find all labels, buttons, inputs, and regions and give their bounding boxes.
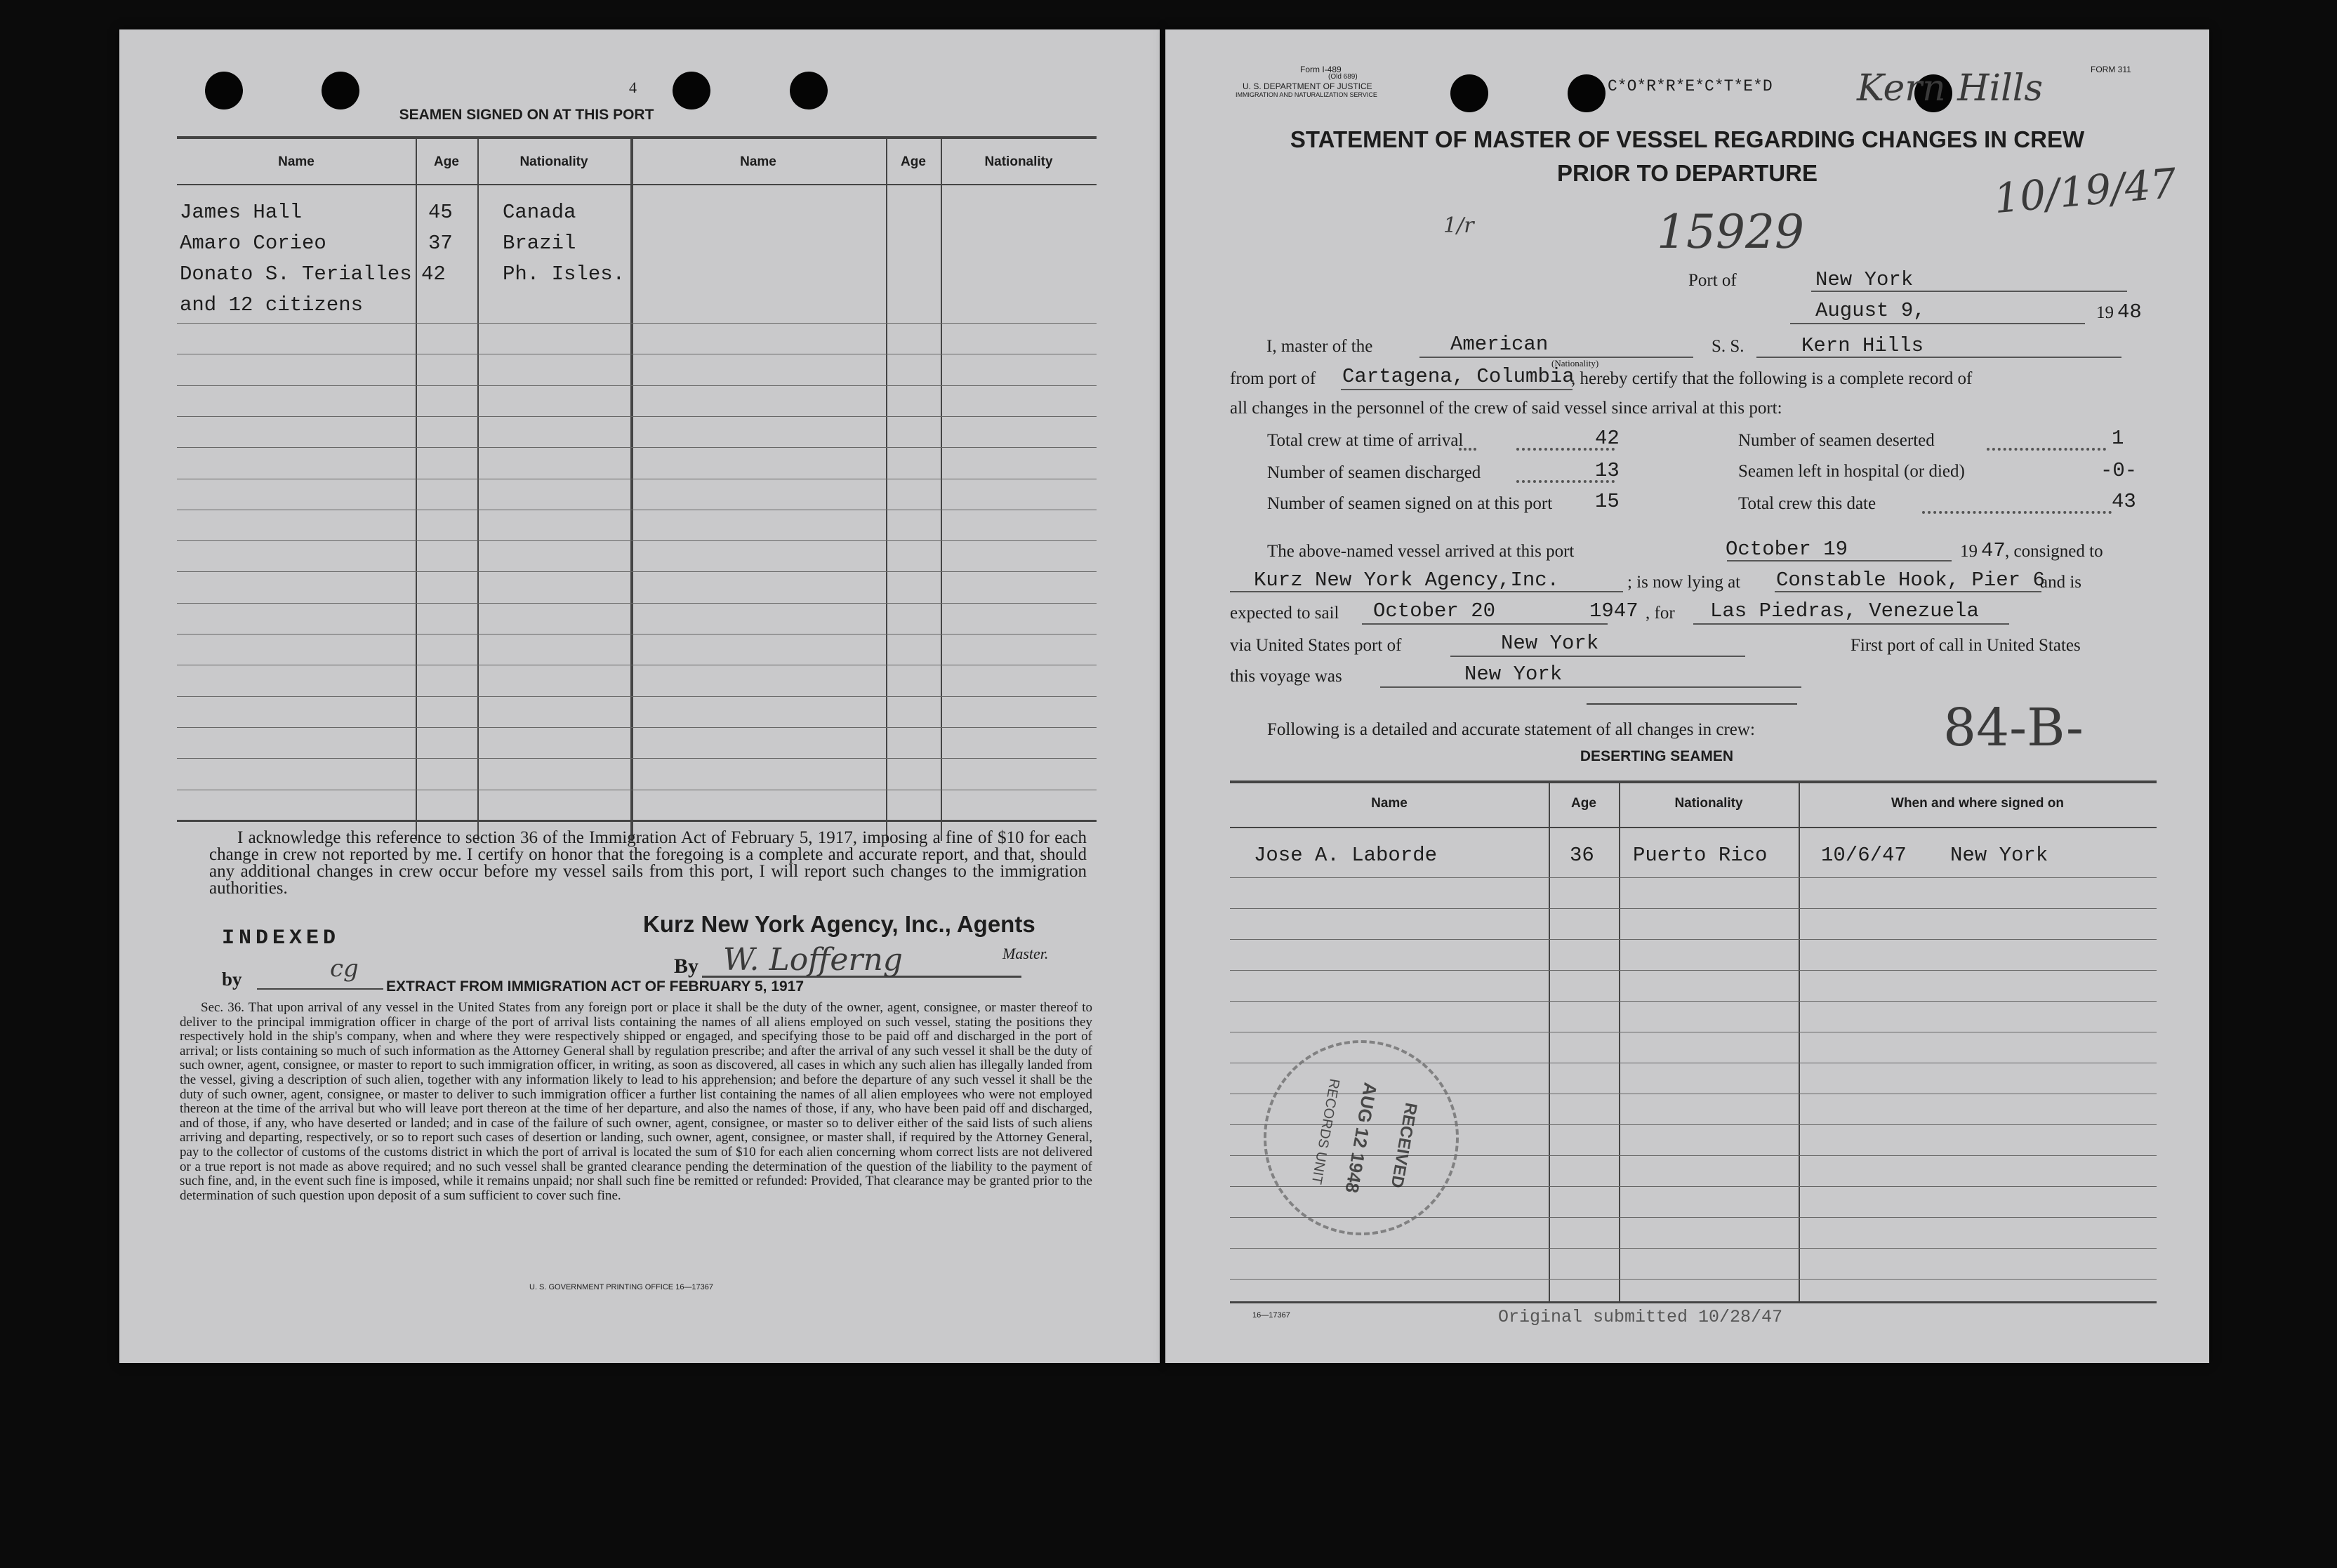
indexed-by-label: by [222,969,242,990]
row-rule [177,603,1097,604]
ss-label: S. S. [1712,337,1745,356]
page-number: 4 [629,79,637,96]
deserter-where: New York [1950,844,2048,867]
vessel-value: Kern Hills [1801,334,1924,357]
date-year: 48 [2117,300,2142,324]
row-age: 42 [421,263,446,286]
row-rule [177,571,1097,572]
deserter-age: 36 [1570,844,1594,867]
stamp-date: AUG 12 1948 [1341,1081,1382,1195]
col-header: Age [1571,796,1596,811]
port-value: New York [1815,268,1914,291]
table-bottom-rule [177,820,1097,822]
col-header: Nationality [984,154,1053,169]
deserting-bottom-rule [1230,1301,2157,1303]
col-header: Name [1371,796,1408,811]
left-title: SEAMEN SIGNED ON AT THIS PORT [399,107,654,123]
expected-line [1362,623,1608,625]
form-311: FORM 311 [2091,65,2131,74]
consigned-label: , consigned to [2005,542,2103,561]
footer-code: 16—17367 [1252,1311,1290,1320]
destination-line [1693,623,2009,625]
consignee-value: Kurz New York Agency,Inc. [1254,569,1560,592]
row-rule [177,758,1097,759]
arrived-label: The above-named vessel arrived at this port [1267,542,1575,561]
row-age: 45 [428,201,453,224]
row-name: Amaro Corieo [180,232,326,255]
row-rule [1230,1248,2157,1249]
deserter-nationality: Puerto Rico [1633,844,1768,867]
destination-value: Las Piedras, Venezuela [1710,599,1979,623]
row-rule [177,540,1097,541]
col-header: Nationality [1674,796,1743,811]
department: U. S. DEPARTMENT OF JUSTICE [1243,81,1372,91]
stat-value: 1 [2112,427,2124,450]
voyage-label: this voyage was [1230,667,1342,686]
first-port-label: First port of call in United States [1851,636,2081,655]
arrived-year-prefix: 19 [1960,542,1978,561]
extract-title: EXTRACT FROM IMMIGRATION ACT OF FEBRUARY 5, 1917 [386,978,805,995]
col-header: Age [434,154,459,169]
handwritten-code: 84-B- [1943,698,2084,758]
leader-dots [1922,511,2112,514]
col-header: Name [740,154,776,169]
form-title-line2: PRIOR TO DEPARTURE [1557,160,1818,186]
margin-note: 1/r [1443,213,1474,238]
port-label: Port of [1688,271,1737,290]
expected-year: 1947 [1589,599,1638,623]
punch-hole [673,72,710,109]
leader-dots [1459,448,1476,451]
expected-label: expected to sail [1230,604,1339,623]
section-36-text: Sec. 36. That upon arrival of any vessel in the United States from any foreign port or place it shall be the duty of the owner, agent, consignee, or master thereof to deliver to the principal immigration officer in charge of the port of arrival lists containing the names of all aliens employed on such vessel, stating the positions they respectively hold in the ship's company, when and where they were respectively shipped or engaged, and specifying those to be paid off and discharged in the port of arrival; or lists containing so much of such information as the Attorney General shall by regulation prescribe; and after the arrival of any such vessel it shall be the duty of such owner, agent, consignee, or master to report to such immigration officer, in writing, as soon as discovered, all cases in which any such alien has illegally landed from the vessel, giving a description of such alien, together with any information likely to lead to his apprehension; and before the departure of any such vessel it shall be the duty of such owner, agent, consignee, or master to deliver to such immigration officer a further list containing the names of all alien employees who were not employed thereon at the time of the arrival but who will leave port thereon at the time of her departure, and also the names of those, if any, who have been paid off and discharged, and of those, if any, who have deserted or landed; and in case of the failure of such owner, agent, consignee, or master so to deliver either of the said lists of such aliens arriving and departing, respectively, or so to report such cases of desertion or landing, such owner, agent, consignee, or master shall, if required by the Attorney General, pay to the collector of customs of the customs district in which the port of arrival is located the sum of $10 for each alien concerning whom correct lists are not delivered or a true report is not made as above required; and no such vessel shall be granted clearance pending the determination of the question of the liability to the payment of such fine, and, in the event such fine is imposed, while it remains unpaid; nor shall such fine be remitted or refunded: Provided, That clearance may be granted prior to the determination of such question upon deposit of a sum sufficient to cover such fine. [180,1000,1092,1203]
date-month-day: August 9, [1815,299,1926,322]
master-of-label: I, master of the [1266,337,1373,356]
stat-label: Number of seamen signed on at this port [1267,494,1553,513]
acknowledgment-text: I acknowledge this reference to section 36 of the Immigration Act of February 5, 1917, imposing a fine of $10 for each change in crew not reported by me. I certify on honor that the foregoing is a complete and accurate report, and that, should any additional changes in crew occur before my vessel sails from this port, I will report such changes to the immigration authorities. [209,828,1087,898]
row-rule [1230,877,2157,878]
lying-value: Constable Hook, Pier 6 [1776,569,2045,592]
row-age: 37 [428,232,453,255]
arrived-year: 47 [1981,539,2006,562]
separator-rule [1587,703,1797,705]
row-name: James Hall [180,201,303,224]
via-value: New York [1501,632,1599,655]
row-nationality: Brazil [503,232,576,255]
deserting-header-rule [1230,827,2157,828]
col-divider [886,139,887,841]
row-nationality: Canada [503,201,576,224]
right-page [1165,29,2209,1363]
nationality-value: American [1450,333,1549,356]
col-divider [477,139,479,841]
stat-value: 15 [1595,490,1620,513]
by-label: By [674,955,699,978]
stat-label: Number of seamen discharged [1267,463,1481,482]
stat-value: 43 [2112,490,2136,513]
col-header: Age [901,154,926,169]
punch-hole [205,72,243,109]
master-signature: W. Lofferng [723,942,903,978]
master-label: Master. [1002,945,1049,962]
file-number: 15929 [1657,205,1804,259]
col-header: Nationality [519,154,588,169]
col-divider [1799,783,1800,1303]
original-submitted: Original submitted 10/28/47 [1498,1307,1783,1327]
stamp-top: RECEIVED [1386,1101,1421,1190]
stat-value: 13 [1595,459,1620,482]
row-rule [1230,1279,2157,1280]
col-divider [416,139,417,841]
row-rule [1230,908,2157,909]
via-line [1450,656,1745,657]
lying-label: ; is now lying at [1627,573,1741,592]
table-header-rule [177,184,1097,185]
voyage-line [1380,686,1801,688]
certify-text: , hereby certify that the following is a complete record of [1571,369,1973,388]
punch-hole [322,72,359,109]
printing-office: U. S. GOVERNMENT PRINTING OFFICE 16—17367 [529,1283,714,1291]
punch-hole [1568,74,1606,112]
stat-label: Seamen left in hospital (or died) [1738,462,1965,481]
row-name: and 12 citizens [180,293,364,317]
handwritten-date: 10/19/47 [1992,159,2178,223]
arrived-date: October 19 [1726,538,1848,561]
table-top-rule [177,136,1097,139]
expected-date: October 20 [1373,599,1496,623]
and-is: and is [2040,573,2082,592]
col-divider [630,139,633,841]
vessel-note: Kern Hills [1857,67,2044,109]
row-nationality: Ph. Isles. [503,263,625,286]
row-rule [177,416,1097,417]
stat-label: Total crew this date [1738,494,1876,513]
row-rule [177,323,1097,324]
agent-stamp: Kurz New York Agency, Inc., Agents [643,911,1035,937]
punch-hole [1450,74,1488,112]
col-header: When and where signed on [1891,796,2064,811]
indexed-by-initials: cg [330,955,359,983]
certify-text-2: all changes in the personnel of the crew of said vessel since arrival at this port: [1230,399,1782,418]
row-rule [1230,970,2157,971]
col-divider [1619,783,1620,1303]
following-text: Following is a detailed and accurate statement of all changes in crew: [1267,720,1755,739]
stat-value: 42 [1595,427,1620,450]
corrected-stamp: C*O*R*R*E*C*T*E*D [1608,77,1773,95]
row-name: Donato S. Terialles [180,263,412,286]
deserting-title: DESERTING SEAMEN [1580,748,1734,764]
col-divider [1549,783,1550,1303]
from-port-line [1341,389,1573,390]
row-rule [177,696,1097,697]
date-year-prefix: 19 [2096,303,2114,322]
indexed-stamp: INDEXED [222,926,340,950]
stat-label: Number of seamen deserted [1738,431,1935,450]
col-header: Name [278,154,315,169]
row-rule [1230,939,2157,940]
row-rule [177,727,1097,728]
from-port-label: from port of [1230,369,1316,388]
stat-label: Total crew at time of arrival [1267,431,1464,450]
row-rule [177,447,1097,448]
leader-dots [1987,448,2106,451]
old-form: (Old 689) [1328,73,1358,81]
via-label: via United States port of [1230,636,1402,655]
punch-hole [790,72,828,109]
voyage-value: New York [1464,663,1563,686]
for-label: , for [1646,604,1675,623]
form-number: Form I-489 [1300,65,1342,74]
deserter-date: 10/6/47 [1821,844,1907,867]
stamp-unit: RECORDS UNIT [1308,1077,1342,1185]
row-rule [1230,1001,2157,1002]
service: IMMIGRATION AND NATURALIZATION SERVICE [1236,91,1377,98]
deserter-name: Jose A. Laborde [1254,844,1438,867]
from-port-value: Cartagena, Columbia [1342,365,1575,388]
stat-value: -0- [2100,459,2138,482]
deserting-top-rule [1230,780,2157,783]
date-line [1790,323,2085,324]
nationality-label: (Nationality) [1551,358,1599,368]
row-rule [177,385,1097,386]
form-title-line1: STATEMENT OF MASTER OF VESSEL REGARDING CHANGES IN CREW [1290,126,2085,152]
left-page [119,29,1160,1363]
col-divider [941,139,942,841]
indexed-by-line [257,988,383,990]
